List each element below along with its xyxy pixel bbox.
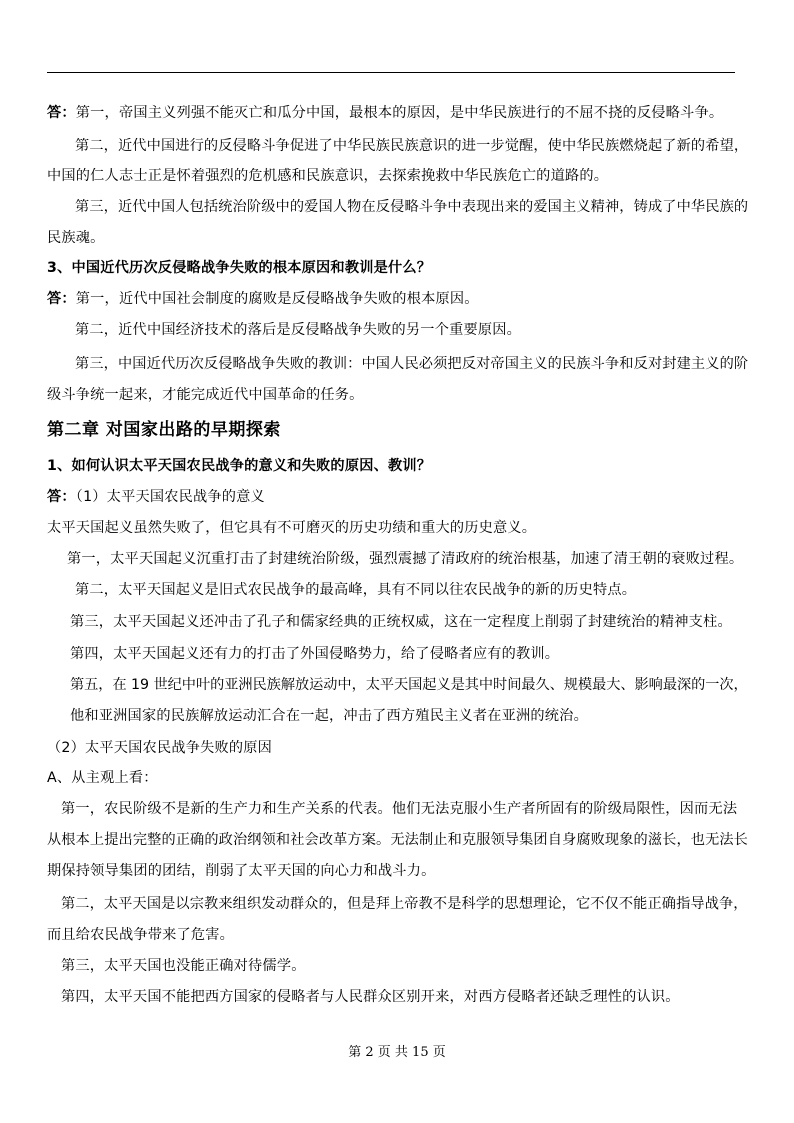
text-line: 第二，近代中国经济技术的落后是反侵略战争失败的另一个重要原因。 — [75, 322, 522, 338]
text-line: 级斗争统一起来，才能完成近代中国革命的任务。 — [47, 387, 364, 403]
text-line: 第三，中国近代历次反侵略战争失败的教训：中国人民必须把反对帝国主义的民族斗争和反对封建主义的阶 — [75, 356, 749, 372]
header-rule — [47, 72, 735, 73]
chapter-heading: 第二章 对国家出路的早期探索 — [47, 420, 281, 440]
text-line: 第四，太平天国不能把西方国家的侵略者与人民群众区别开来，对西方侵略者还缺乏理性的认识。 — [61, 989, 680, 1005]
text-line: 期保持领导集团的团结，削弱了太平天国的向心力和战斗力。 — [47, 863, 436, 879]
text-line: 而且给农民战争带来了危害。 — [47, 927, 235, 943]
text-line: 民族魂。 — [47, 230, 105, 246]
text-line: 第五，在 19 世纪中叶的亚洲民族解放运动中，太平天国起义是其中时间最久、规模最大、影响最深的一次， — [70, 677, 748, 693]
text-line: 第二，近代中国进行的反侵略斗争促进了中华民族民族意识的进一步觉醒，使中华民族燃烧起了新的希望， — [75, 138, 749, 154]
question-heading: 3、中国近代历次反侵略战争失败的根本原因和教训是什么？ — [47, 260, 432, 276]
text-line: 答：第一，帝国主义列强不能灭亡和瓜分中国，最根本的原因，是中华民族进行的不屈不挠的反侵略斗争。 — [47, 105, 724, 121]
text-line: 第一，农民阶级不是新的生产力和生产关系的代表。他们无法克服小生产者所固有的阶级局限性，因而无法 — [61, 801, 738, 817]
text-line: 答：（1）太平天国农民战争的意义 — [47, 489, 265, 505]
text-line: 中国的仁人志士正是怀着强烈的危机感和民族意识，去探索挽救中华民族危亡的道路的。 — [47, 168, 609, 184]
text-line: 第三，近代中国人包括统治阶级中的爱国人物在反侵略斗争中表现出来的爱国主义精神，铸成了中华民族的 — [75, 199, 749, 215]
text-line: 他和亚洲国家的民族解放运动汇合在一起，冲击了西方殖民主义者在亚洲的统治。 — [70, 708, 588, 724]
text-line: 第二，太平天国是以宗教来组织发动群众的，但是拜上帝教不是科学的思想理论，它不仅不能正确指导战争， — [61, 896, 748, 912]
text-line: 第一，太平天国起义沉重打击了封建统治阶级，强烈震撼了清政府的统治根基，加速了清王朝的衰败过程。 — [67, 551, 744, 567]
text-line: 从根本上提出完整的正确的政治纲领和社会改革方案。无法制止和克服领导集团自身腐败现象的滋长，也无法长 — [47, 832, 748, 848]
text-line: 答：第一，近代中国社会制度的腐败是反侵略战争失败的根本原因。 — [47, 291, 479, 307]
question-heading: 1、如何认识太平天国农民战争的意义和失败的原因、教训？ — [47, 458, 432, 474]
text-line: 第三，太平天国也没能正确对待儒学。 — [61, 958, 306, 974]
text-line: A、从主观上看： — [47, 770, 158, 786]
text-line: （2）太平天国农民战争失败的原因 — [47, 740, 273, 756]
text-line: 太平天国起义虽然失败了，但它具有不可磨灭的历史功绩和重大的历史意义。 — [47, 520, 537, 536]
page-footer: 第 2 页 共 15 页 — [348, 1045, 446, 1060]
text-line: 第三，太平天国起义还冲击了孔子和儒家经典的正统权威，这在一定程度上削弱了封建统治的精神支柱。 — [70, 614, 732, 630]
text-line: 第四，太平天国起义还有力的打击了外国侵略势力，给了侵略者应有的教训。 — [70, 646, 560, 662]
text-line: 第二，太平天国起义是旧式农民战争的最高峰，具有不同以往农民战争的新的历史特点。 — [75, 582, 637, 598]
